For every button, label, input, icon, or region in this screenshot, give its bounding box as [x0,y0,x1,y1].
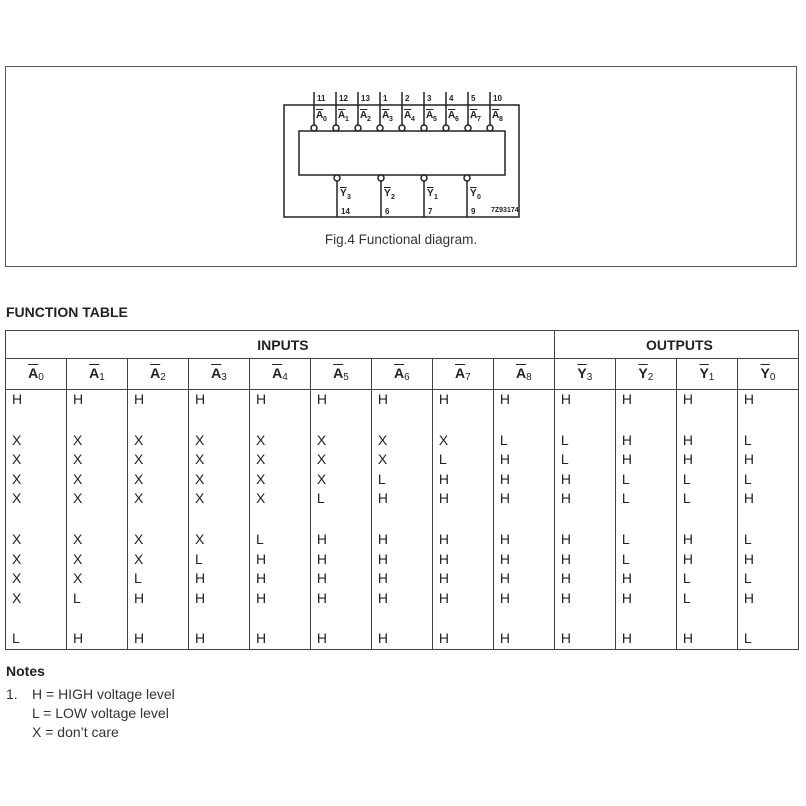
table-cell: X [249,450,310,470]
pin-label: A [470,110,478,121]
table-cell: L [676,569,737,589]
table-cell: H [676,550,737,570]
column-header: $\overline{Y}_1$ [676,359,737,390]
inversion-bubble [464,175,470,181]
pin-label: 2 [405,94,410,103]
table-cell: H [615,450,676,470]
table-cell: H [310,550,371,570]
table-cell: H [371,390,432,410]
table-row [6,629,799,649]
pin-label: 10 [493,94,502,103]
functional-diagram-figure [5,66,797,267]
table-cell: X [6,450,67,470]
table-cell: H [615,569,676,589]
table-cell: X [6,569,67,589]
column-header: $\overline{A}_7$ [432,359,493,390]
note-line: H = HIGH voltage level [32,686,175,702]
table-cell: H [493,390,554,410]
table-cell: L [737,530,798,550]
pin-label: A [382,110,390,121]
inversion-bubble [443,125,449,131]
table-cell: H [554,530,615,550]
table-cell: X [371,431,432,451]
function-table [5,330,799,650]
table-cell: H [493,489,554,509]
table-cell: X [66,569,127,589]
table-cell: H [432,390,493,410]
table-cell: L [615,530,676,550]
table-cell: H [493,530,554,550]
pin-label: 2 [367,116,371,123]
table-cell: X [6,530,67,550]
table-cell: L [737,569,798,589]
table-cell: L [493,431,554,451]
table-cell: L [676,489,737,509]
pin-label: A [492,110,500,121]
column-header: $\overline{Y}_2$ [615,359,676,390]
table-cell: L [615,470,676,490]
table-cell: H [249,589,310,609]
inversion-bubble [378,175,384,181]
inversion-bubble [334,175,340,181]
table-cell: X [6,489,67,509]
column-header: $\overline{A}_1$ [66,359,127,390]
pin-label: 1 [434,194,438,201]
inversion-bubble [421,125,427,131]
outputs-header: OUTPUTS [554,331,798,359]
table-cell: X [188,489,249,509]
pin-label: Y [470,188,477,199]
table-cell: H [554,569,615,589]
pin-label: A [426,110,434,121]
pin-label: A [448,110,456,121]
table-cell: H [737,489,798,509]
column-header: $\overline{A}_3$ [188,359,249,390]
table-row [6,450,799,470]
table-cell: X [66,550,127,570]
column-header: $\overline{Y}_3$ [554,359,615,390]
table-cell: X [249,431,310,451]
inversion-bubble [311,125,317,131]
table-cell: H [554,489,615,509]
table-row [6,530,799,550]
table-cell: X [127,470,188,490]
table-cell: X [371,450,432,470]
inputs-header: INPUTS [6,331,555,359]
table-cell: H [310,390,371,410]
table-cell: L [127,569,188,589]
pin-label: A [338,110,346,121]
inversion-bubble [465,125,471,131]
pin-label: Y [427,188,434,199]
table-row [6,550,799,570]
table-cell: H [127,390,188,410]
column-header: $\overline{A}_4$ [249,359,310,390]
column-header: $\overline{A}_2$ [127,359,188,390]
table-cell: H [615,589,676,609]
table-cell: H [432,489,493,509]
table-row [6,569,799,589]
ic-body [299,131,505,175]
pin-label: 2 [391,194,395,201]
table-cell: H [615,390,676,410]
table-cell: H [737,390,798,410]
table-cell: X [188,431,249,451]
pin-label: 0 [323,116,327,123]
pin-label: A [316,110,324,121]
table-cell: H [554,550,615,570]
pin-label: 12 [339,94,348,103]
column-header: $\overline{Y}_0$ [737,359,798,390]
table-cell: H [676,390,737,410]
pin-label: 7 [477,116,481,123]
table-cell: X [249,489,310,509]
pin-label: 8 [499,116,503,123]
inversion-bubble [377,125,383,131]
table-cell: H [432,569,493,589]
table-cell: H [371,629,432,649]
table-cell: H [188,589,249,609]
table-cell: H [310,530,371,550]
table-cell: L [615,550,676,570]
pin-label: 13 [361,94,370,103]
note-number: 1. [6,686,18,702]
table-cell: H [249,550,310,570]
pin-label: A [360,110,368,121]
table-cell: H [432,470,493,490]
table-cell: L [554,450,615,470]
table-cell: H [188,569,249,589]
table-cell: X [66,530,127,550]
table-cell: X [188,470,249,490]
table-cell: H [737,550,798,570]
table-cell: X [6,470,67,490]
pin-label: Y [340,188,347,199]
table-cell: H [371,589,432,609]
table-cell: L [554,431,615,451]
table-cell: L [371,470,432,490]
column-header: $\overline{A}_0$ [6,359,67,390]
table-cell: X [188,450,249,470]
table-cell: L [310,489,371,509]
table-cell: H [493,470,554,490]
table-cell: L [249,530,310,550]
function-table-title: FUNCTION TABLE [6,304,128,320]
table-cell: X [127,530,188,550]
table-cell: H [676,450,737,470]
table-cell: H [676,530,737,550]
table-cell: H [493,450,554,470]
table-cell: H [554,589,615,609]
table-cell: X [310,431,371,451]
pin-label: 11 [317,94,326,103]
pin-label: 4 [449,94,454,103]
pin-label: 1 [383,94,388,103]
pin-label: 7Z93174 [491,207,519,214]
pin-label: 4 [411,116,415,123]
pin-label: 3 [389,116,393,123]
table-cell: X [432,431,493,451]
table-cell: H [432,589,493,609]
table-cell: H [493,589,554,609]
column-header: $\overline{A}_8$ [493,359,554,390]
table-cell: L [432,450,493,470]
table-cell: H [432,629,493,649]
table-cell: L [737,470,798,490]
inversion-bubble [421,175,427,181]
table-cell: H [310,589,371,609]
table-cell: X [66,450,127,470]
table-cell: X [127,550,188,570]
pin-label: 0 [477,194,481,201]
notes-title: Notes [6,663,45,679]
table-cell: H [371,489,432,509]
table-cell: H [371,569,432,589]
table-cell: X [127,431,188,451]
table-row [6,589,799,609]
table-cell: H [310,569,371,589]
table-cell: L [676,589,737,609]
table-cell: H [615,629,676,649]
table-cell: H [432,530,493,550]
pin-label: 5 [471,94,476,103]
table-cell: H [188,629,249,649]
table-cell: H [371,550,432,570]
table-cell: X [127,489,188,509]
table-cell: H [249,569,310,589]
table-cell: H [615,431,676,451]
table-cell: H [676,431,737,451]
table-cell: X [66,431,127,451]
table-cell: L [737,431,798,451]
table-cell: H [66,390,127,410]
table-cell: X [127,450,188,470]
table-cell: H [127,629,188,649]
table-cell: H [554,470,615,490]
inversion-bubble [333,125,339,131]
table-cell: X [6,431,67,451]
table-cell: L [6,629,67,649]
table-cell: H [554,390,615,410]
table-cell: L [66,589,127,609]
table-cell: H [310,629,371,649]
inversion-bubble [399,125,405,131]
pin-label: 5 [433,116,437,123]
table-cell: H [249,390,310,410]
pin-label: 1 [345,116,349,123]
table-cell: L [737,629,798,649]
table-cell: L [676,470,737,490]
table-cell: H [676,629,737,649]
pin-label: 7 [428,207,433,216]
table-row [6,390,799,410]
table-cell: X [310,450,371,470]
table-row [6,431,799,451]
column-header: $\overline{A}_6$ [371,359,432,390]
pin-label: 9 [471,207,476,216]
note-line: X = don’t care [32,724,119,740]
table-cell: H [493,569,554,589]
table-cell: X [249,470,310,490]
table-cell: L [615,489,676,509]
table-cell: X [6,589,67,609]
pin-label: 3 [347,194,351,201]
table-cell: X [66,489,127,509]
table-cell: H [6,390,67,410]
table-cell: X [310,470,371,490]
table-cell: X [6,550,67,570]
table-cell: X [66,470,127,490]
pin-label: 3 [427,94,432,103]
pin-label: 6 [385,207,390,216]
table-cell: X [188,530,249,550]
table-cell: L [188,550,249,570]
pin-label: 14 [341,207,350,216]
table-cell: H [554,629,615,649]
table-row [6,489,799,509]
table-cell: H [188,390,249,410]
table-cell: H [737,450,798,470]
table-cell: H [127,589,188,609]
table-cell: H [493,550,554,570]
table-row [6,470,799,490]
figure-caption: Fig.4 Functional diagram. [324,232,478,247]
inversion-bubble [355,125,361,131]
pin-label: Y [384,188,391,199]
note-line: L = LOW voltage level [32,705,169,721]
table-cell: H [66,629,127,649]
table-cell: H [737,589,798,609]
table-cell: H [371,530,432,550]
table-cell: H [432,550,493,570]
inversion-bubble [487,125,493,131]
pin-label: A [404,110,412,121]
table-cell: H [249,629,310,649]
column-header: $\overline{A}_5$ [310,359,371,390]
pin-label: 6 [455,116,459,123]
table-cell: H [493,629,554,649]
